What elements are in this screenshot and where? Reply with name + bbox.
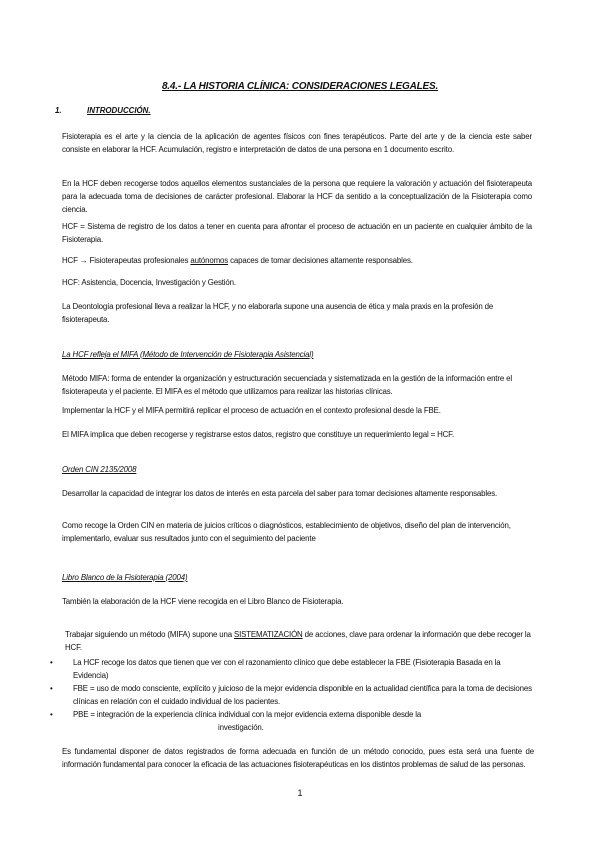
- paragraph: Es fundamental disponer de datos registrados de forma adecuada en función de un método conocido, pues esta será una fuente de información fundamental para conocer la eficacia de las actuaciones fisioterapéuticas en los distintos problemas de salud de las personas.: [62, 747, 534, 769]
- text: HCF → Fisioterapeutas profesionales: [62, 256, 191, 265]
- paragraph: El MIFA implica que deben recogerse y registrarse estos datos, registro que constituye un requerimiento legal = HCF.: [62, 430, 455, 439]
- paragraph: HCF: Asistencia, Docencia, Investigación y Gestión.: [62, 278, 236, 287]
- section-number: 1.: [55, 106, 62, 115]
- page-number: 1: [297, 788, 303, 798]
- underlined-text: SISTEMATIZACIÓN: [233, 630, 303, 639]
- paragraph: HCF = Sistema de registro de los datos a tener en cuenta para afrontar el proceso de actuación en un paciente en cualquier ámbito de la Fisioterapia.: [62, 222, 532, 244]
- paragraph: [62, 254, 532, 267]
- text: capaces de tomar decisiones altamente responsables.: [228, 256, 413, 265]
- list-item: [50, 682, 532, 708]
- paragraph: [65, 628, 532, 654]
- list-item: [50, 708, 532, 734]
- paragraph: La Deontología profesional lleva a realizar la HCF, y no elaborarla supone una ausencia de ética y mala praxis en la profesión de fisioterapeuta.: [62, 302, 494, 324]
- underlined-text: autónomos: [190, 256, 229, 265]
- paragraph: Fisioterapia es el arte y la ciencia de la aplicación de agentes físicos con fines terapéuticos. Parte del arte y de la ciencia este saber consiste en elaborar la HCF. Acumulación, registro e interpretación de datos de una persona en 1 documento escrito.: [62, 132, 532, 154]
- paragraph: Método MIFA: forma de entender la organización y estructuración secuenciada y sistematizada en la gestión de la información entre el fisioterapeuta y el paciente. El MIFA es el método que utilizamos para realizar las historias clínicas.: [62, 374, 512, 396]
- paragraph: También la elaboración de la HCF viene recogida en el Libro Blanco de Fisioterapia.: [62, 597, 344, 606]
- document-title: 8.4.- LA HISTORIA CLÍNICA: CONSIDERACIONES LEGALES.: [161, 81, 439, 92]
- section-heading: [55, 106, 151, 115]
- bullet-list: [50, 656, 532, 734]
- bullet-icon: •: [50, 710, 53, 719]
- subheading: La HCF refleja el MIFA (Método de Intervención de Fisioterapia Asistencial): [62, 350, 314, 359]
- list-item-text: PBE = integración de la experiencia clínica individual con la mejor evidencia externa disponible desde la: [73, 710, 422, 719]
- list-item: [50, 656, 532, 682]
- section-title: INTRODUCCIÓN.: [87, 106, 151, 115]
- paragraph: Implementar la HCF y el MIFA permitirá replicar el proceso de actuación en el contexto profesional desde la FBE.: [62, 406, 441, 415]
- text: de acciones, clave para ordenar la información que debe recoger la HCF.: [65, 630, 531, 652]
- bullet-icon: •: [50, 658, 53, 667]
- subheading: Orden CIN 2135/2008: [62, 465, 137, 474]
- text: Trabajar siguiendo un método (MIFA) supone una: [65, 630, 234, 639]
- subheading: Libro Blanco de la Fisioterapia (2004): [62, 573, 188, 582]
- bullet-icon: •: [50, 684, 53, 693]
- paragraph: En la HCF deben recogerse todos aquellos elementos sustanciales de la persona que requiere la valoración y actuación del fisioterapeuta para la adecuada toma de decisiones de carácter profesional. Elaborar la HCF da sentido a la conceptualización de la Fisioterapia como ciencia.: [62, 179, 532, 214]
- list-item-text: investigación.: [218, 723, 264, 732]
- list-item-text: FBE = uso de modo consciente, explícito y juicioso de la mejor evidencia disponible en la actualidad científica para la toma de decisiones clínicas en relación con el cuidado individual de los pacientes.: [73, 684, 532, 706]
- paragraph: Como recoge la Orden CIN en materia de juicios críticos o diagnósticos, establecimiento de objetivos, diseño del plan de intervención, implementarlo, evaluar sus resultados junto con el seguimiento del paciente: [62, 521, 511, 543]
- list-item-text: La HCF recoge los datos que tienen que ver con el razonamiento clínico que debe establecer la FBE (Fisioterapia Basada en la Evidencia): [73, 658, 501, 680]
- paragraph: Desarrollar la capacidad de integrar los datos de interés en esta parcela del saber para tomar decisiones altamente responsables.: [62, 489, 498, 498]
